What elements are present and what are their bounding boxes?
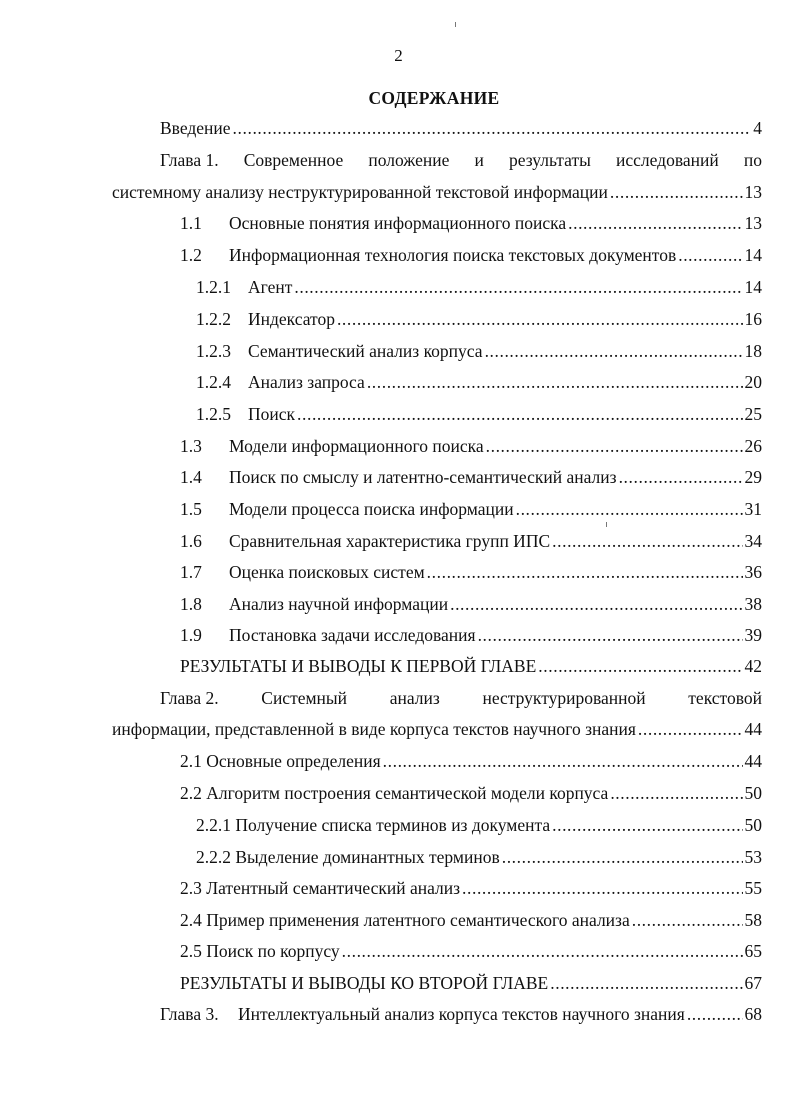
toc-section-number: 1.6 <box>180 531 202 551</box>
toc-entry-page: 20 <box>744 372 762 392</box>
toc-section-2-2-2[interactable] <box>196 847 762 871</box>
toc-entry-page: 31 <box>744 499 762 519</box>
page-title: СОДЕРЖАНИЕ <box>368 88 500 108</box>
toc-section-number: 1.4 <box>180 467 202 487</box>
toc-leader-dots <box>502 847 743 868</box>
toc-leader-dots <box>678 245 742 266</box>
toc-word: Системный <box>261 688 348 708</box>
toc-results-chapter-1[interactable] <box>180 656 762 680</box>
page-number: 2 <box>394 46 403 65</box>
toc-word: по <box>743 150 762 170</box>
toc-section-number: 1.5 <box>180 499 202 519</box>
toc-leader-dots <box>294 277 742 298</box>
toc-entry-page: 58 <box>744 910 762 930</box>
toc-entry-page: 50 <box>744 783 762 803</box>
toc-entry-text: Модели процесса поиска информации <box>229 499 514 519</box>
toc-entry-text: Информационная технология поиска текстовых документов <box>229 245 677 265</box>
toc-section-2-3[interactable] <box>180 878 762 902</box>
toc-section-1-1[interactable] <box>180 213 762 237</box>
toc-entry-text: 2.2.2 Выделение доминантных терминов <box>196 847 500 867</box>
toc-word: исследований <box>616 150 719 170</box>
toc-leader-dots <box>486 436 743 457</box>
toc-entry-text: 2.3 Латентный семантический анализ <box>180 878 461 898</box>
toc-leader-dots <box>552 815 742 836</box>
toc-section-2-1[interactable] <box>180 751 762 775</box>
toc-leader-dots <box>568 213 742 234</box>
toc-entry-text: 2.4 Пример применения латентного семантического анализа <box>180 910 630 930</box>
toc-entry-text: 2.2.1 Получение списка терминов из документа <box>196 815 551 835</box>
toc-leader-dots <box>485 341 743 362</box>
toc-section-1-5[interactable] <box>180 499 762 523</box>
toc-chapter-2-line2[interactable] <box>112 719 762 743</box>
toc-word: результаты <box>509 150 591 170</box>
toc-entry-text: Сравнительная характеристика групп ИПС <box>229 531 551 551</box>
toc-chapter-2-line1[interactable] <box>160 688 762 712</box>
toc-entry-page: 29 <box>744 467 762 487</box>
toc-section-1-2-2[interactable] <box>196 309 762 333</box>
toc-leader-dots <box>367 372 743 393</box>
toc-entry-page: 4 <box>753 118 762 138</box>
toc-entry-text: Интеллектуальный анализ корпуса текстов научного знания <box>238 1004 685 1024</box>
toc-section-1-4[interactable] <box>180 467 762 491</box>
toc-section-number: 1.2.1 <box>196 277 231 297</box>
toc-section-1-2-1[interactable] <box>196 277 762 301</box>
toc-section-number: 1.2.4 <box>196 372 231 392</box>
toc-section-number: 1.2.5 <box>196 404 231 424</box>
toc-section-1-2-4[interactable] <box>196 372 762 396</box>
toc-word: Глава 1. <box>160 150 219 170</box>
toc-leader-dots <box>619 467 743 488</box>
toc-entry-text: 2.5 Поиск по корпусу <box>180 941 340 961</box>
toc-entry-text: 2.2 Алгоритм построения семантической модели корпуса <box>180 783 609 803</box>
toc-leader-dots <box>342 941 743 962</box>
toc-section-1-6[interactable] <box>180 531 762 555</box>
toc-entry-text: Семантический анализ корпуса <box>248 341 483 361</box>
toc-entry-page: 39 <box>744 625 762 645</box>
toc-section-1-2[interactable] <box>180 245 762 269</box>
toc-entry-text: Агент <box>248 277 293 297</box>
toc-word: Современное <box>243 150 344 170</box>
toc-entry-text: информации, представленной в виде корпуса текстов научного знания <box>112 719 636 739</box>
toc-entry-text: Постановка задачи исследования <box>229 625 476 645</box>
toc-leader-dots <box>383 751 743 772</box>
toc-entry-page: 18 <box>744 341 762 361</box>
toc-leader-dots <box>610 783 742 804</box>
toc-section-number: 1.7 <box>180 562 202 582</box>
toc-section-2-2-1[interactable] <box>196 815 762 839</box>
toc-entry-page: 34 <box>744 531 762 551</box>
toc-word: текстовой <box>688 688 762 708</box>
toc-section-2-4[interactable] <box>180 910 762 934</box>
toc-section-1-9[interactable] <box>180 625 762 649</box>
toc-entry-text: Основные понятия информационного поиска <box>229 213 567 233</box>
toc-section-number: 1.9 <box>180 625 202 645</box>
toc-entry-text: Поиск <box>248 404 296 424</box>
toc-section-1-3[interactable] <box>180 436 762 460</box>
toc-entry-text: системному анализу неструктурированной текстовой информации <box>112 182 608 202</box>
toc-entry-page: 38 <box>744 594 762 614</box>
toc-entry-page: 36 <box>744 562 762 582</box>
toc-section-2-5[interactable] <box>180 941 762 965</box>
toc-leader-dots <box>632 910 743 931</box>
toc-section-number: 1.1 <box>180 213 202 233</box>
toc-section-1-2-5[interactable] <box>196 404 762 428</box>
toc-entry-text: 2.1 Основные определения <box>180 751 381 771</box>
toc-section-number: 1.3 <box>180 436 202 456</box>
toc-leader-dots <box>687 1004 743 1025</box>
toc-leader-dots <box>638 719 743 740</box>
toc-word: и <box>474 150 484 170</box>
toc-leader-dots <box>233 118 752 139</box>
toc-word: неструктурированной <box>482 688 646 708</box>
toc-section-number: 1.2.3 <box>196 341 231 361</box>
toc-entry-text: Модели информационного поиска <box>229 436 484 456</box>
toc-entry-text: РЕЗУЛЬТАТЫ И ВЫВОДЫ КО ВТОРОЙ ГЛАВЕ <box>180 973 549 993</box>
toc-leader-dots <box>337 309 743 330</box>
toc-entry-intro[interactable] <box>160 118 762 142</box>
toc-leader-dots <box>610 182 743 203</box>
toc-entry-page: 42 <box>744 656 762 676</box>
toc-entry-text: Анализ научной информации <box>229 594 449 614</box>
toc-entry-page: 53 <box>744 847 762 867</box>
toc-section-1-7[interactable] <box>180 562 762 586</box>
toc-entry-text: РЕЗУЛЬТАТЫ И ВЫВОДЫ К ПЕРВОЙ ГЛАВЕ <box>180 656 537 676</box>
toc-entry-page: 55 <box>744 878 762 898</box>
toc-section-number: 1.2 <box>180 245 202 265</box>
toc-section-2-2[interactable] <box>180 783 762 807</box>
toc-chapter-3[interactable] <box>160 1004 762 1028</box>
toc-chapter-1-line1[interactable] <box>160 150 762 174</box>
toc-leader-dots <box>297 404 742 425</box>
toc-leader-dots <box>450 594 742 615</box>
toc-entry-page: 16 <box>744 309 762 329</box>
toc-leader-dots <box>427 562 743 583</box>
toc-leader-dots <box>516 499 743 520</box>
scan-mark <box>455 22 456 27</box>
toc-entry-page: 13 <box>744 213 762 233</box>
toc-leader-dots <box>462 878 742 899</box>
toc-entry-page: 13 <box>744 182 762 202</box>
toc-section-1-8[interactable] <box>180 594 762 618</box>
toc-entry-text: Анализ запроса <box>248 372 365 392</box>
toc-entry-page: 65 <box>744 941 762 961</box>
toc-entry-page: 44 <box>744 751 762 771</box>
toc-leader-dots <box>550 973 742 994</box>
toc-section-number: 1.2.2 <box>196 309 231 329</box>
toc-entry-page: 25 <box>744 404 762 424</box>
toc-word: Глава 2. <box>160 688 219 708</box>
toc-entry-text: Поиск по смыслу и латентно-семантический анализ <box>229 467 617 487</box>
toc-leader-dots <box>538 656 742 677</box>
toc-entry-text: Введение <box>160 118 231 138</box>
toc-entry-text: Оценка поисковых систем <box>229 562 425 582</box>
toc-entry-page: 14 <box>744 277 762 297</box>
toc-section-number: 1.8 <box>180 594 202 614</box>
toc-chapter-number: Глава 3. <box>160 1004 219 1024</box>
toc-leader-dots <box>552 531 742 552</box>
toc-entry-page: 68 <box>744 1004 762 1024</box>
toc-entry-page: 50 <box>744 815 762 835</box>
toc-entry-text: Индексатор <box>248 309 335 329</box>
toc-word: положение <box>368 150 450 170</box>
toc-entry-page: 14 <box>744 245 762 265</box>
toc-word: анализ <box>389 688 440 708</box>
toc-entry-page: 44 <box>744 719 762 739</box>
toc-leader-dots <box>478 625 743 646</box>
toc-results-chapter-2[interactable] <box>180 973 762 997</box>
toc-entry-page: 26 <box>744 436 762 456</box>
toc-section-1-2-3[interactable] <box>196 341 762 365</box>
toc-entry-page: 67 <box>744 973 762 993</box>
toc-chapter-1-line2[interactable] <box>112 182 762 206</box>
